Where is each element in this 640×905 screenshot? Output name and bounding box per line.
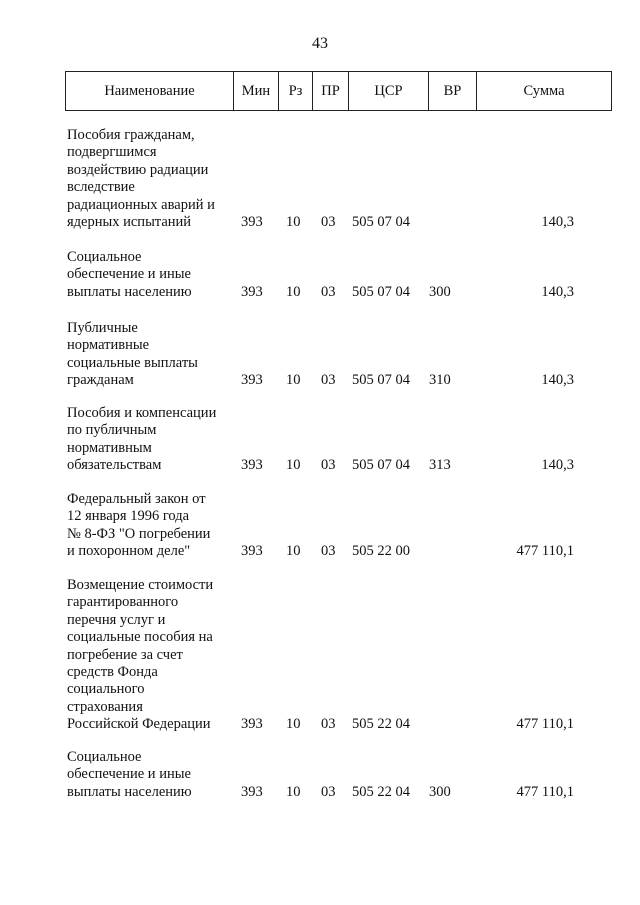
cell-rz: 10 — [286, 213, 301, 230]
table-row — [0, 320, 640, 390]
header-pr: ПР — [313, 72, 349, 111]
row-name-line: радиационных аварий и — [67, 196, 215, 213]
cell-pr: 03 — [321, 372, 336, 389]
row-name-line: обеспечение и иные — [67, 766, 191, 783]
row-name-line: по публичным — [67, 422, 157, 439]
row-name-line: гражданам — [67, 372, 134, 389]
cell-pr: 03 — [321, 543, 336, 560]
cell-csr: 505 22 00 — [352, 543, 410, 560]
cell-min: 393 — [241, 783, 263, 800]
row-name-line: нормативным — [67, 439, 152, 456]
row-name-line: Социальное — [67, 249, 142, 265]
cell-vr: 300 — [429, 783, 451, 800]
row-name — [67, 491, 242, 561]
cell-sum: 140,3 — [541, 283, 574, 300]
cell-csr: 505 07 04 — [352, 457, 410, 474]
cell-sum: 477 110,1 — [516, 783, 574, 800]
table-row — [0, 249, 640, 301]
cell-min: 393 — [241, 543, 263, 560]
table-row — [0, 405, 640, 475]
row-name-line: 12 января 1996 года — [67, 508, 190, 525]
table-row — [0, 749, 640, 801]
cell-sum: 477 110,1 — [516, 543, 574, 560]
row-name — [67, 577, 242, 734]
header-csr: ЦСР — [349, 72, 429, 111]
row-name-line: ядерных испытаний — [67, 213, 192, 230]
cell-min: 393 — [241, 283, 263, 300]
row-name-line: погребение за счет — [67, 646, 183, 663]
row-name-line: нормативные — [67, 337, 150, 354]
row-name-line: гарантированного — [67, 594, 179, 611]
cell-pr: 03 — [321, 783, 336, 800]
cell-csr: 505 07 04 — [352, 213, 410, 230]
row-name-line: социального — [67, 681, 145, 698]
row-name-line: Федеральный закон от — [67, 491, 206, 507]
cell-csr: 505 22 04 — [352, 783, 410, 800]
cell-vr: 300 — [429, 283, 451, 300]
cell-rz: 10 — [286, 283, 301, 300]
row-name-line: выплаты населению — [67, 283, 192, 300]
row-name-line: страхования — [67, 698, 143, 715]
cell-sum: 140,3 — [541, 457, 574, 474]
row-name-line: № 8-ФЗ "О погребении — [67, 525, 211, 542]
header-rz: Рз — [279, 72, 313, 111]
row-name-line: перечня услуг и — [67, 611, 166, 628]
header-name: Наименование — [66, 72, 234, 111]
cell-sum: 140,3 — [541, 213, 574, 230]
cell-csr: 505 07 04 — [352, 283, 410, 300]
table-row — [0, 127, 640, 231]
cell-pr: 03 — [321, 283, 336, 300]
cell-min: 393 — [241, 716, 263, 733]
row-name-line: обязательствам — [67, 457, 162, 474]
row-name-line: вследствие — [67, 179, 135, 196]
cell-vr: 313 — [429, 457, 451, 474]
row-name-line: социальные выплаты — [67, 354, 198, 371]
cell-csr: 505 07 04 — [352, 372, 410, 389]
row-name-line: Пособия и компенсации — [67, 405, 217, 421]
cell-min: 393 — [241, 457, 263, 474]
cell-rz: 10 — [286, 457, 301, 474]
cell-vr: 310 — [429, 372, 451, 389]
cell-csr: 505 22 04 — [352, 716, 410, 733]
table-row — [0, 491, 640, 561]
table-row — [0, 577, 640, 734]
row-name-line: воздействию радиации — [67, 161, 209, 178]
row-name-line: Публичные — [67, 320, 138, 336]
cell-pr: 03 — [321, 213, 336, 230]
cell-sum: 140,3 — [541, 372, 574, 389]
header-sum: Сумма — [477, 72, 612, 111]
row-name-line: обеспечение и иные — [67, 266, 191, 283]
header-min: Мин — [234, 72, 279, 111]
row-name-line: Пособия гражданам, — [67, 127, 195, 143]
row-name-line: Возмещение стоимости — [67, 577, 214, 593]
cell-pr: 03 — [321, 457, 336, 474]
row-name-line: социальные пособия на — [67, 629, 213, 646]
cell-min: 393 — [241, 213, 263, 230]
cell-rz: 10 — [286, 716, 301, 733]
row-name-line: и похоронном деле" — [67, 543, 191, 560]
header-vr: ВР — [429, 72, 477, 111]
row-name-line: выплаты населению — [67, 783, 192, 800]
row-name-line: Российской Федерации — [67, 716, 211, 733]
cell-rz: 10 — [286, 543, 301, 560]
cell-rz: 10 — [286, 372, 301, 389]
row-name-line: Социальное — [67, 749, 142, 765]
row-name-line: средств Фонда — [67, 663, 158, 680]
row-name — [67, 749, 242, 801]
row-name — [67, 405, 242, 475]
cell-sum: 477 110,1 — [516, 716, 574, 733]
cell-min: 393 — [241, 372, 263, 389]
cell-rz: 10 — [286, 783, 301, 800]
page-number: 43 — [312, 35, 328, 52]
cell-pr: 03 — [321, 716, 336, 733]
row-name — [67, 249, 242, 301]
row-name-line: подвергшимся — [67, 144, 157, 161]
row-name — [67, 320, 242, 390]
row-name — [67, 127, 242, 231]
